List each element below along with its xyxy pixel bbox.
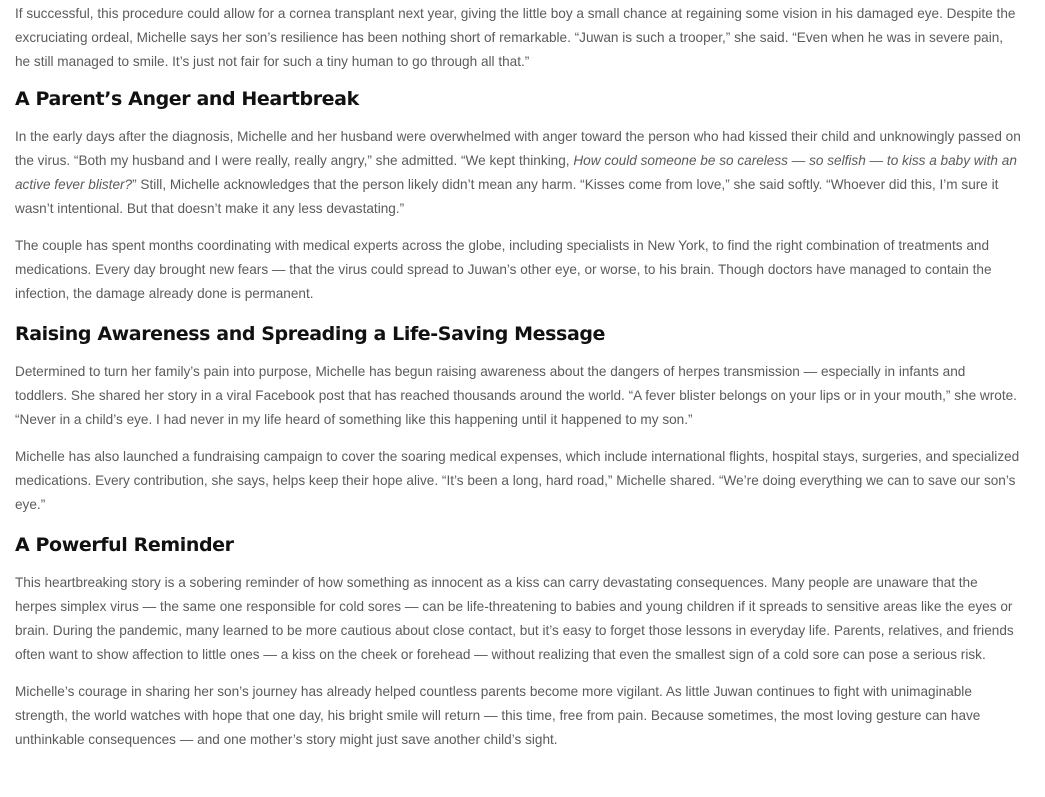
paragraph-early-days-text-b: ” Still, Michelle acknowledges that the person likely didn’t mean any harm. “Kisses come from love,” she said softly. “Whoever did this, I’m sure it wasn’t intentional. But that doesn’t make it any less devastating.” (15, 177, 999, 216)
paragraph-courage: Michelle’s courage in sharing her son’s journey has already helped countless parents become more vigilant. As little Juwan continues to fight with unimaginable strength, the world watches with hope that one day, his bright smile will return — this time, free from pain. Because sometimes, the most loving gesture can have unthinkable consequences — and one mother’s story might just save another child’s sight. (15, 684, 981, 747)
paragraph-early-days (15, 125, 1021, 221)
heading-parents-anger: A Parent’s Anger and Heartbreak (15, 88, 359, 110)
paragraph-awareness: Determined to turn her family’s pain into purpose, Michelle has begun raising awareness about the dangers of herpes transmission — especially in infants and toddlers. She shared her story in a viral Facebook post that has reached thousands around the world. “A fever blister belongs on your lips or in your mouth,” she wrote. “Never in a child’s eye. I had never in my life heard of something like this happening until it happened to my son.” (15, 364, 1017, 427)
paragraph-early-days-text-a: In the early days after the diagnosis, Michelle and her husband were overwhelmed with anger toward the person who had kissed their child and unknowingly passed on the virus. “Both my husband and I were really, really angry,” she admitted. “We kept thinking, (15, 129, 1021, 168)
paragraph-early-days-quote: How could someone be so careless — so selfish — to kiss a baby with an active fever blister? (15, 153, 1017, 192)
paragraph-cornea-transplant: If successful, this procedure could allow for a cornea transplant next year, giving the little boy a small chance at regaining some vision in his damaged eye. Despite the excruciating ordeal, Michelle says her son’s resilience has been nothing short of remarkable. “Juwan is such a trooper,” she said. “Even when he was in severe pain, he still managed to smile. It’s just not fair for such a tiny human to go through all that.” (15, 6, 1016, 69)
paragraph-sobering-reminder: This heartbreaking story is a sobering reminder of how something as innocent as a kiss can carry devastating consequences. Many people are unaware that the herpes simplex virus — the same one responsible for cold sores — can be life-threatening to babies and young children if it spreads to sensitive areas like the eyes or brain. During the pandemic, many learned to be more cautious about close contact, but it’s easy to forget those lessons in everyday life. Parents, relatives, and friends often want to show affection to little ones — a kiss on the cheek or forehead — without realizing that even the smallest sign of a cold sore can pose a serious risk. (15, 575, 1014, 662)
heading-raising-awareness: Raising Awareness and Spreading a Life-Saving Message (15, 323, 606, 345)
paragraph-medical-experts: The couple has spent months coordinating with medical experts across the globe, including specialists in New York, to find the right combination of treatments and medications. Every day brought new fears — that the virus could spread to Juwan’s other eye, or worse, to his brain. Though doctors have managed to contain the infection, the damage already done is permanent. (15, 238, 992, 301)
heading-powerful-reminder: A Powerful Reminder (15, 534, 234, 556)
paragraph-fundraising: Michelle has also launched a fundraising campaign to cover the soaring medical expenses, which include international flights, hospital stays, surgeries, and specialized medications. Every contribution, she says, helps keep their hope alive. “It’s been a long, hard road,” Michelle shared. “We’re doing everything we can to save our son’s eye.” (15, 449, 1020, 512)
